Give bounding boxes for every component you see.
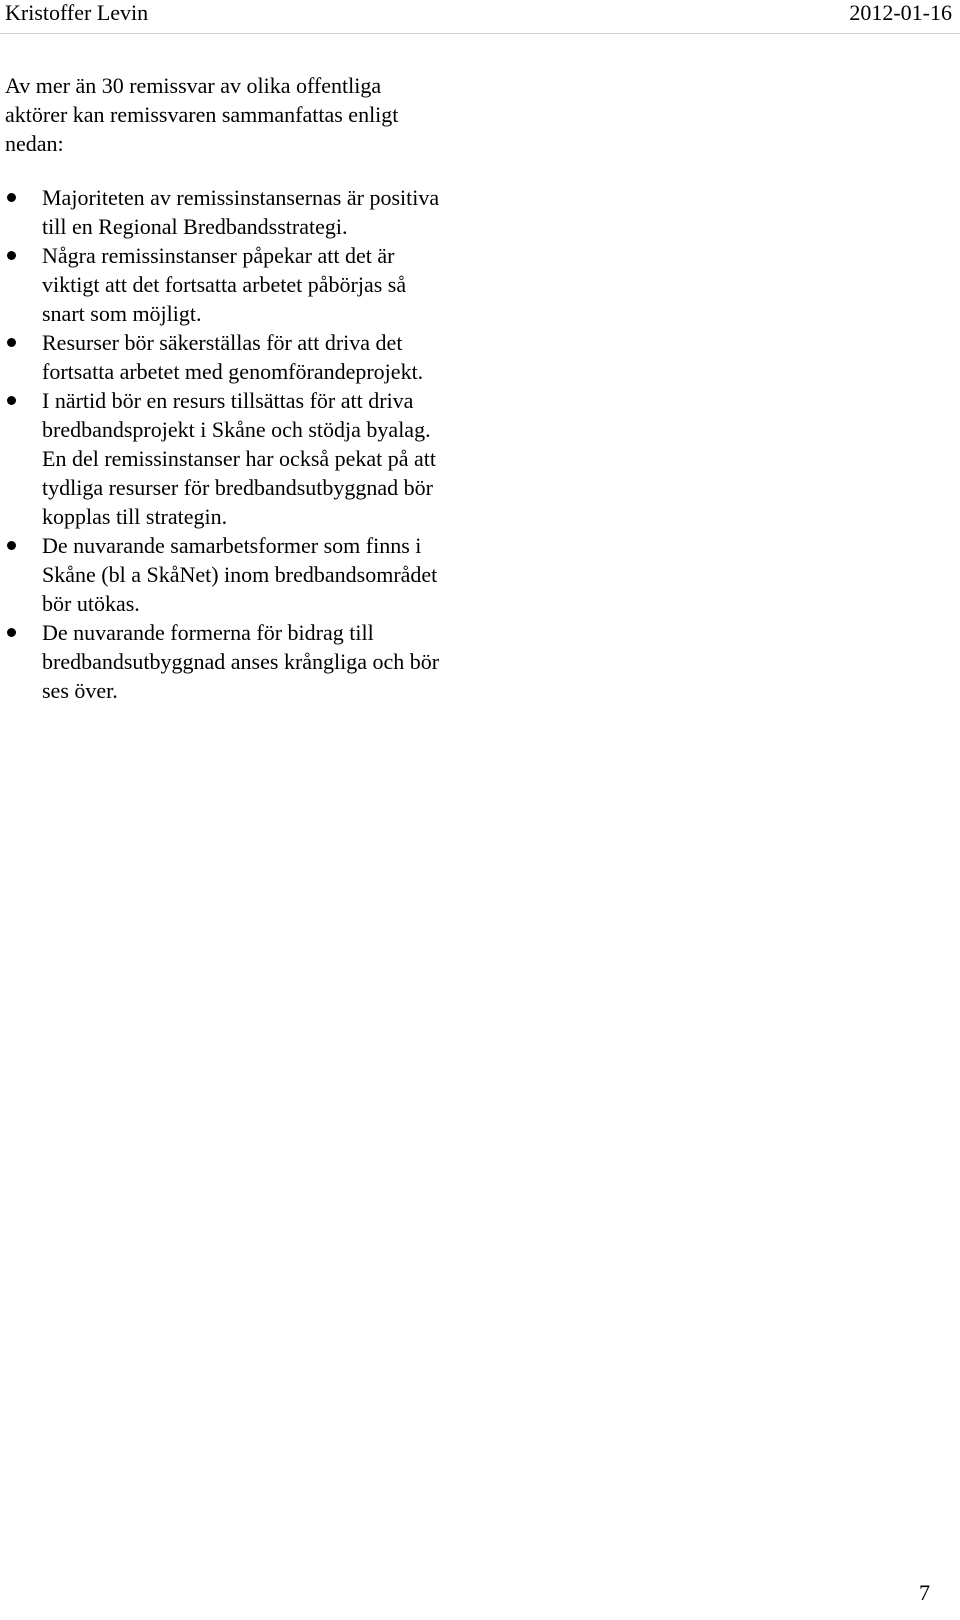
bullet-text: Resurser bör säkerställas för att driva det fortsatta arbetet med genomförandeprojekt. — [42, 330, 424, 384]
bullet-item — [5, 531, 445, 618]
bullet-item — [5, 618, 445, 705]
header-date: 2012-01-16 — [849, 0, 952, 25]
bullet-icon — [7, 541, 16, 550]
page-header — [0, 0, 960, 34]
bullet-item — [5, 386, 445, 531]
bullet-text: Några remissinstanser påpekar att det är viktigt att det fortsatta arbetet påbörjas så snart som möjligt. — [42, 243, 407, 326]
header-author: Kristoffer Levin — [5, 0, 149, 25]
header-divider — [0, 33, 960, 34]
bullet-item — [5, 328, 445, 386]
bullet-icon — [7, 628, 16, 637]
summary-bullet-list — [5, 183, 445, 705]
document-body — [5, 71, 445, 705]
bullet-text: De nuvarande formerna för bidrag till bredbandsutbyggnad anses krångliga och bör ses över. — [42, 620, 440, 703]
bullet-icon — [7, 396, 16, 405]
page-number: 7 — [919, 1580, 930, 1605]
intro-paragraph: Av mer än 30 remissvar av olika offentliga aktörer kan remissvaren sammanfattas enligt nedan: — [5, 73, 399, 156]
bullet-text: De nuvarande samarbetsformer som finns i Skåne (bl a SkåNet) inom bredbandsområdet bör utökas. — [42, 533, 438, 616]
bullet-icon — [7, 338, 16, 347]
bullet-text: Majoriteten av remissinstansernas är positiva till en Regional Bredbandsstrategi. — [42, 185, 440, 239]
bullet-icon — [7, 251, 16, 260]
bullet-icon — [7, 193, 16, 202]
bullet-item — [5, 183, 445, 241]
bullet-item — [5, 241, 445, 328]
bullet-text: I närtid bör en resurs tillsättas för att driva bredbandsprojekt i Skåne och stödja byalag. En del remissinstanser har också pekat på att tydliga resurser för bredbandsutbyggnad bör kopplas till strategin. — [42, 388, 437, 529]
